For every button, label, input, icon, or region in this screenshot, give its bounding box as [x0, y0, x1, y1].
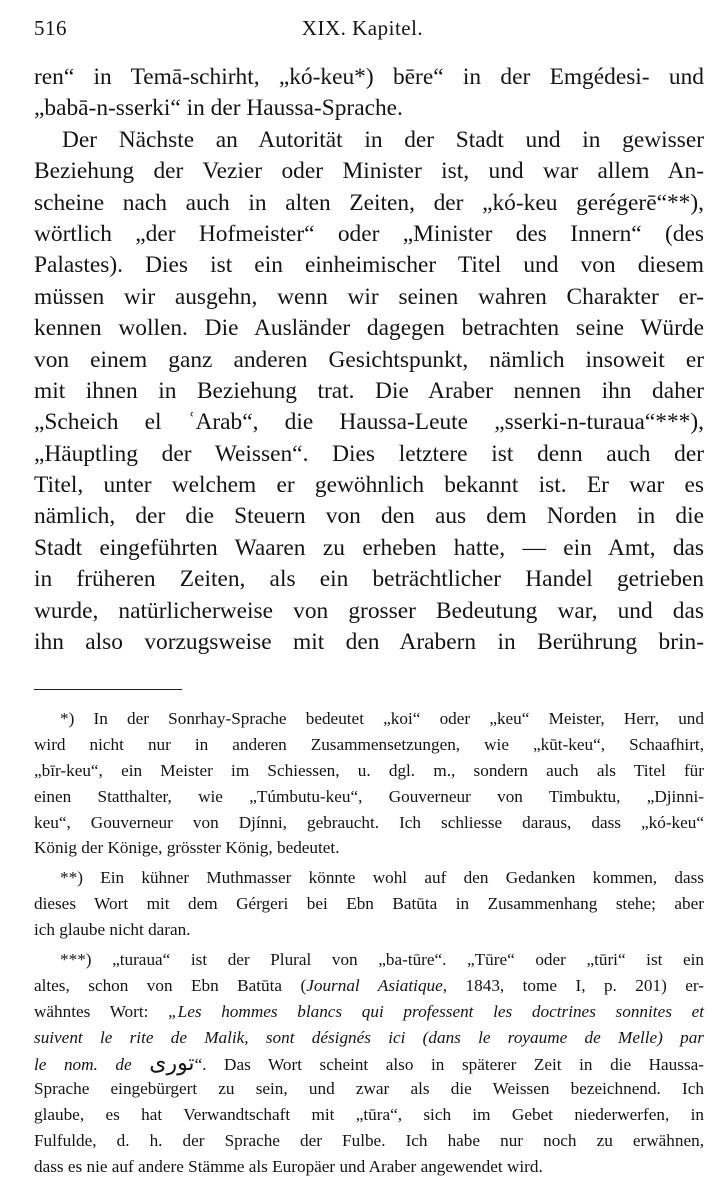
footnote-line: ***) „turaua“ ist der Plural von „ba-tūre“. „Tūre“ oder „tūri“ ist ein [60, 950, 704, 970]
footnote-line [34, 973, 704, 999]
journal-title: Journal Asiatique [306, 975, 443, 995]
body-line: „Scheich el ʿArab“, die Haussa-Leute „sserki-n-turaua“***), [34, 409, 704, 436]
body-line: Stadt eingeführten Waaren zu erheben hatte, — ein Amt, das [34, 534, 704, 561]
footnote-1 [34, 706, 704, 861]
footnote-text: , 1843, tome I, p. 201) er- [442, 975, 704, 995]
footnote-line: ich glaube nicht daran. [34, 920, 191, 940]
footnote-line: Fulfulde, d. h. der Sprache der Fulbe. Ich habe nur noch zu erwähnen, [34, 1131, 704, 1151]
footnote-line: einen Statthalter, wie „Túmbutu-keu“, Gouverneur von Timbuktu, „Djinni- [34, 786, 704, 806]
footnote-line: Sprache eingebürgert zu sein, und zwar als die Weissen bezeichnend. Ich [34, 1079, 704, 1099]
footnote-text: altes, schon von Ebn Batūta ( [34, 975, 307, 995]
body-line: ren“ in Temā-schirht, „kó-keu*) bēre“ in der Emgédesi- und [34, 64, 704, 90]
body-line: Beziehung der Vezier oder Minister ist, und war allem An- [34, 158, 704, 185]
footnote-line [34, 999, 704, 1025]
french-quote: „Les hommes blancs qui professent les doctrines sonnites et [168, 1001, 704, 1021]
arabic-word: تورى [149, 1050, 195, 1076]
body-line: in früheren Zeiten, als ein beträchtlicher Handel getrieben [34, 566, 704, 593]
body-line: „babā-n-sserki“ in der Haussa-Sprache. [34, 95, 403, 122]
french-quote: le nom. de [34, 1054, 150, 1074]
footnote-line: dass es nie auf andere Stämme als Europäer und Araber angewendet wird. [34, 1157, 543, 1177]
body-line: ihn also vorzugsweise mit den Arabern in Berührung brin- [34, 629, 704, 656]
body-line: kennen wollen. Die Ausländer dagegen betrachten seine Würde [34, 315, 704, 342]
body-line: wurde, natürlicherweise von grosser Bedeutung war, und das [34, 597, 704, 624]
footnote-line: glaube, es hat Verwandtschaft mit „tūra“, sich im Gebet niederwerfen, in [34, 1105, 704, 1125]
body-line: Palastes). Dies ist ein einheimischer Titel und von diesem [34, 252, 704, 279]
body-line: Titel, unter welchem er gewöhnlich bekannt ist. Er war es [34, 472, 704, 499]
footnote-line: dieses Wort mit dem Gérgeri bei Ebn Batūta in Zusammenhang stehe; aber [34, 894, 704, 914]
body-line: von einem ganz anderen Gesichtspunkt, nämlich insoweit er [34, 346, 704, 373]
footnote-line: *) In der Sonrhay-Sprache bedeutet „koi“ oder „keu“ Meister, Herr, und [60, 709, 704, 728]
body-line: scheine nach auch in alten Zeiten, der „kó-keu gerégerē“**), [34, 189, 704, 216]
footnote-text: wähntes Wort: [34, 1001, 169, 1021]
footnotes [34, 706, 704, 1180]
body-line: müssen wir ausgehn, wenn wir seinen wahren Charakter er- [34, 283, 704, 310]
footnote-2 [34, 865, 704, 943]
footnote-line: wird nicht nur in anderen Zusammensetzungen, wie „kūt-keu“, Schaafhirt, [34, 734, 704, 754]
french-quote-line: suivent le rite de Malik, sont désignés ici (dans le royaume de Melle) par [34, 1027, 704, 1047]
body-line: wörtlich „der Hofmeister“ oder „Minister des Innern“ (des [34, 220, 704, 247]
body-text [34, 62, 704, 658]
footnote-text: “. Das Wort scheint also in späterer Zeit in die Haussa- [194, 1054, 704, 1074]
page-header [34, 16, 691, 46]
page-number: 516 [34, 16, 67, 40]
body-line: nämlich, der die Steuern von den aus dem Norden in die [34, 503, 704, 530]
footnote-3 [34, 947, 704, 1180]
footnote-line: „bīr-keu“, ein Meister im Schiessen, u. dgl. m., sondern auch als Titel für [34, 760, 704, 780]
footnote-line [34, 1051, 704, 1077]
running-title: XIX. Kapitel. [301, 16, 424, 40]
body-line: Der Nächste an Autorität in der Stadt und in gewisser [62, 126, 704, 153]
footnote-line: König der Könige, grösster König, bedeutet. [34, 838, 340, 858]
body-line: „Häuptling der Weissen“. Dies letztere ist denn auch der [34, 440, 704, 467]
footnote-line: **) Ein kühner Muthmasser könnte wohl auf den Gedanken kommen, dass [60, 868, 704, 888]
footnote-rule [34, 689, 182, 690]
body-line: mit ihnen in Beziehung trat. Die Araber nennen ihn daher [34, 377, 704, 404]
footnote-line: keu“, Gouverneur von Djínni, gebraucht. Ich schliesse daraus, dass „kó-keu“ [34, 812, 704, 832]
